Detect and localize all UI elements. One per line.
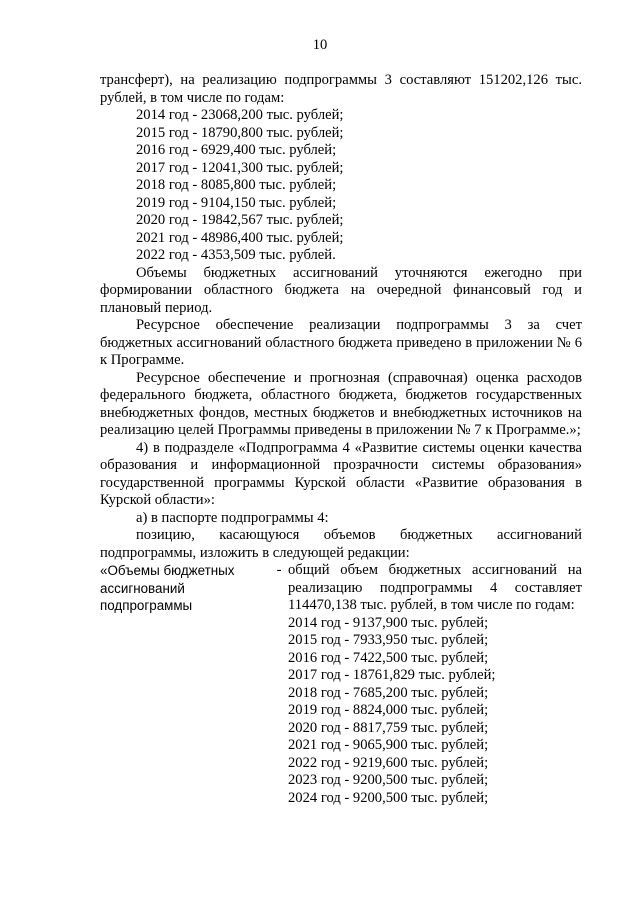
paragraph-passport-4: а) в паспорте подпрограммы 4:: [136, 509, 329, 526]
budget-table: [100, 562, 582, 807]
intro-line-2: рублей, в том числе по годам:: [100, 89, 285, 106]
paragraph-resource-forecast: Ресурсное обеспечение и прогнозная (справочная) оценка расходов федерального бюджета, областного бюджета, бюджетов государственных внебюджетных фондов, местных бюджетов и внебюджетных источников на реализацию целей Программы приведены в приложении № 7 к Программе.»;: [100, 369, 582, 438]
table-year-line: 2016 год - 7422,500 тыс. рублей;: [288, 649, 489, 666]
document-body: [100, 72, 582, 807]
year-line: 2021 год - 48986,400 тыс. рублей;: [136, 229, 344, 246]
paragraph-position: позицию, касающуюся объемов бюджетных ассигнований подпрограммы, изложить в следующей редакции:: [100, 527, 582, 561]
year-line: 2016 год - 6929,400 тыс. рублей;: [136, 142, 337, 158]
table-year-line: 2015 год - 7933,950 тыс. рублей;: [288, 632, 489, 648]
table-right-text: общий объем бюджетных ассигнований на реализацию подпрограммы 4 составляет 114470,138 тыс. рублей, в том числе по годам:: [288, 562, 582, 613]
page-number: 10: [312, 37, 328, 53]
paragraph-budget-updates: Объемы бюджетных ассигнований уточняются ежегодно при формировании областного бюджета на очередной финансовый год и плановый период.: [100, 264, 582, 316]
paragraph-subsection-4: 4) в подразделе «Подпрограмма 4 «Развитие системы оценки качества образования и информационной прозрачности системы образования» государственной программы Курской области «Развитие образования в Курской области»:: [100, 439, 582, 508]
year-line: 2017 год - 12041,300 тыс. рублей;: [136, 159, 344, 176]
table-year-line: 2019 год - 8824,000 тыс. рублей;: [288, 702, 489, 718]
table-year-line: 2022 год - 9219,600 тыс. рублей;: [288, 754, 489, 771]
table-year-line: 2014 год - 9137,900 тыс. рублей;: [288, 614, 489, 631]
table-year-line: 2018 год - 7685,200 тыс. рублей;: [288, 684, 489, 701]
year-line: 2018 год - 8085,800 тыс. рублей;: [136, 177, 337, 193]
table-year-line: 2023 год - 9200,500 тыс. рублей;: [288, 772, 489, 788]
table-dash: -: [276, 562, 282, 578]
paragraph-resource-subprogram-3: Ресурсное обеспечение реализации подпрограммы 3 за счет бюджетных ассигнований областного бюджета приведено в приложении № 6 к Программе.: [100, 317, 582, 368]
year-line: 2014 год - 23068,200 тыс. рублей;: [136, 107, 344, 123]
table-year-line: 2024 год - 9200,500 тыс. рублей;: [288, 789, 489, 806]
table-year-line: 2021 год - 9065,900 тыс. рублей;: [288, 737, 489, 753]
table-year-line: 2017 год - 18761,829 тыс. рублей;: [288, 667, 496, 683]
year-line: 2022 год - 4353,509 тыс. рублей.: [136, 247, 336, 263]
intro-line-1: трансферт), на реализацию подпрограммы 3 составляют 151202,126 тыс.: [100, 72, 582, 88]
table-right-cell: [288, 562, 582, 807]
year-line: 2015 год - 18790,800 тыс. рублей;: [136, 124, 344, 141]
table-year-line: 2020 год - 8817,759 тыс. рублей;: [288, 719, 489, 736]
year-line: 2019 год - 9104,150 тыс. рублей;: [136, 194, 337, 211]
year-line: 2020 год - 19842,567 тыс. рублей;: [136, 212, 344, 228]
table-left-label: «Объемы бюджетных ассигнований подпрограммы: [100, 563, 235, 613]
years-list-1: [100, 107, 582, 265]
